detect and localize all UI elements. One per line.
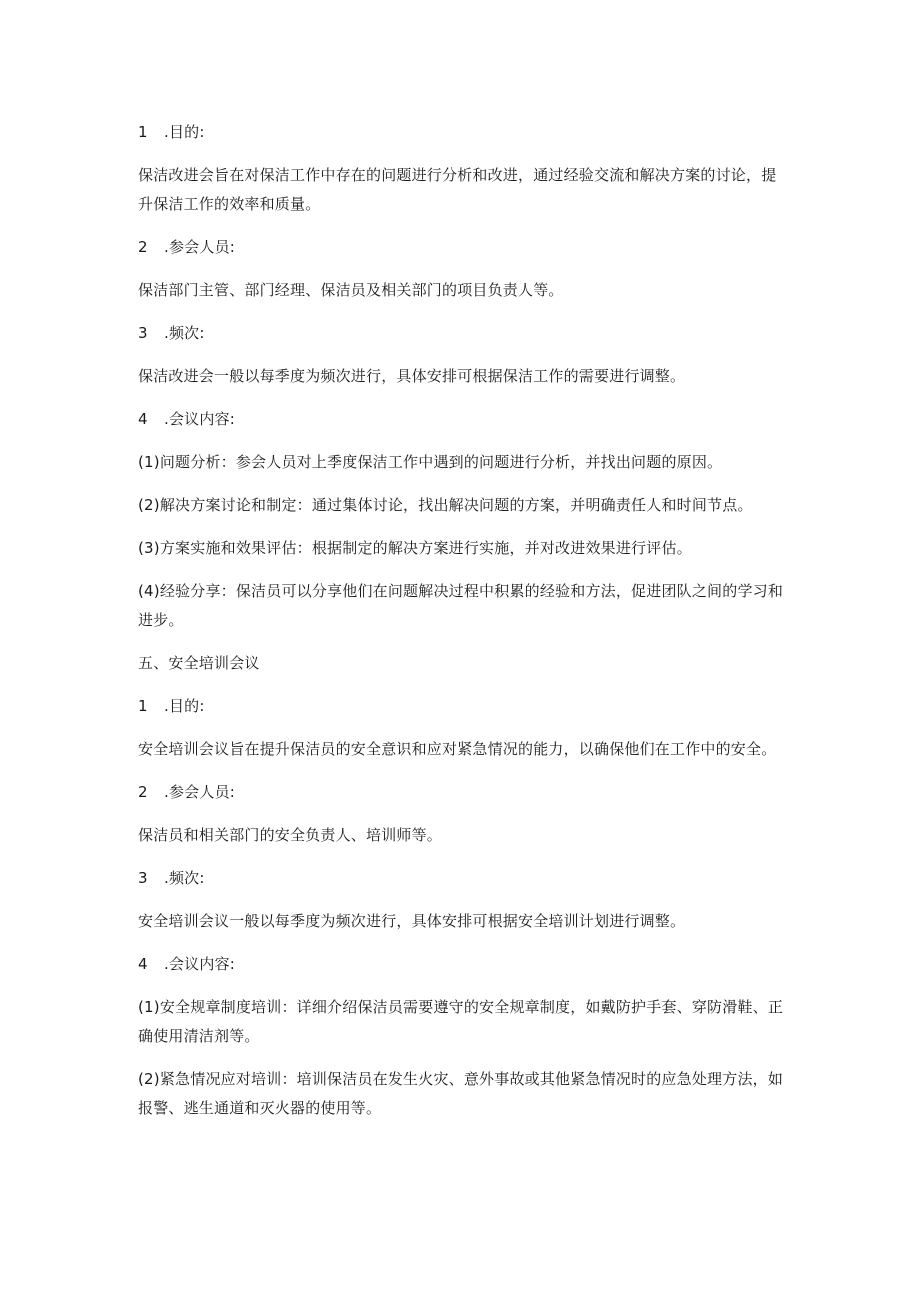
heading-text: .参会人员: [164, 783, 236, 801]
list-item: (2)紧急情况应对培训：培训保洁员在发生火灾、意外事故或其他紧急情况时的应急处理方法，如报警、逃生通道和灭火器的使用等。 [138, 1070, 784, 1117]
list-item: (2)解决方案讨论和制定：通过集体讨论，找出解决问题的方案，并明确责任人和时间节点。 [138, 496, 753, 514]
chapter-heading: 五、安全培训会议 [138, 654, 260, 672]
section-heading [138, 692, 788, 721]
heading-number: 2 [138, 783, 148, 801]
section-heading [138, 118, 788, 147]
section-heading [138, 319, 788, 348]
paragraph: 安全培训会议旨在提升保洁员的安全意识和应对紧急情况的能力，以确保他们在工作中的安全。 [138, 740, 777, 758]
heading-text: .参会人员: [164, 238, 236, 256]
paragraph: 保洁改进会旨在对保洁工作中存在的问题进行分析和改进，通过经验交流和解决方案的讨论，提升保洁工作的效率和质量。 [138, 166, 777, 213]
list-item: (1)安全规章制度培训：详细介绍保洁员需要遵守的安全规章制度，如戴防护手套、穿防滑鞋、正确使用清洁剂等。 [138, 998, 784, 1045]
heading-text: .会议内容: [164, 955, 236, 973]
list-item: (1)问题分析：参会人员对上季度保洁工作中遇到的问题进行分析，并找出问题的原因。 [138, 453, 723, 471]
heading-text: .会议内容: [164, 410, 236, 428]
paragraph: 安全培训会议一般以每季度为频次进行，具体安排可根据安全培训计划进行调整。 [138, 912, 686, 930]
section-heading [138, 233, 788, 262]
heading-text: .目的: [164, 697, 205, 715]
heading-number: 3 [138, 869, 148, 887]
paragraph: 保洁部门主管、部门经理、保洁员及相关部门的项目负责人等。 [138, 281, 564, 299]
heading-number: 1 [138, 697, 148, 715]
list-item: (3)方案实施和效果评估：根据制定的解决方案进行实施，并对改进效果进行评估。 [138, 539, 692, 557]
heading-number: 1 [138, 123, 148, 141]
section-heading [138, 778, 788, 807]
section-heading [138, 950, 788, 979]
paragraph: 保洁改进会一般以每季度为频次进行，具体安排可根据保洁工作的需要进行调整。 [138, 367, 686, 385]
document-body [138, 118, 788, 1137]
paragraph: 保洁员和相关部门的安全负责人、培训师等。 [138, 826, 443, 844]
heading-number: 2 [138, 238, 148, 256]
heading-number: 3 [138, 324, 148, 342]
list-item: (4)经验分享：保洁员可以分享他们在问题解决过程中积累的经验和方法，促进团队之间的学习和进步。 [138, 582, 784, 629]
heading-text: .目的: [164, 123, 205, 141]
section-heading [138, 405, 788, 434]
heading-number: 4 [138, 410, 148, 428]
heading-number: 4 [138, 955, 148, 973]
heading-text: .频次: [164, 869, 205, 887]
heading-text: .频次: [164, 324, 205, 342]
section-heading [138, 864, 788, 893]
